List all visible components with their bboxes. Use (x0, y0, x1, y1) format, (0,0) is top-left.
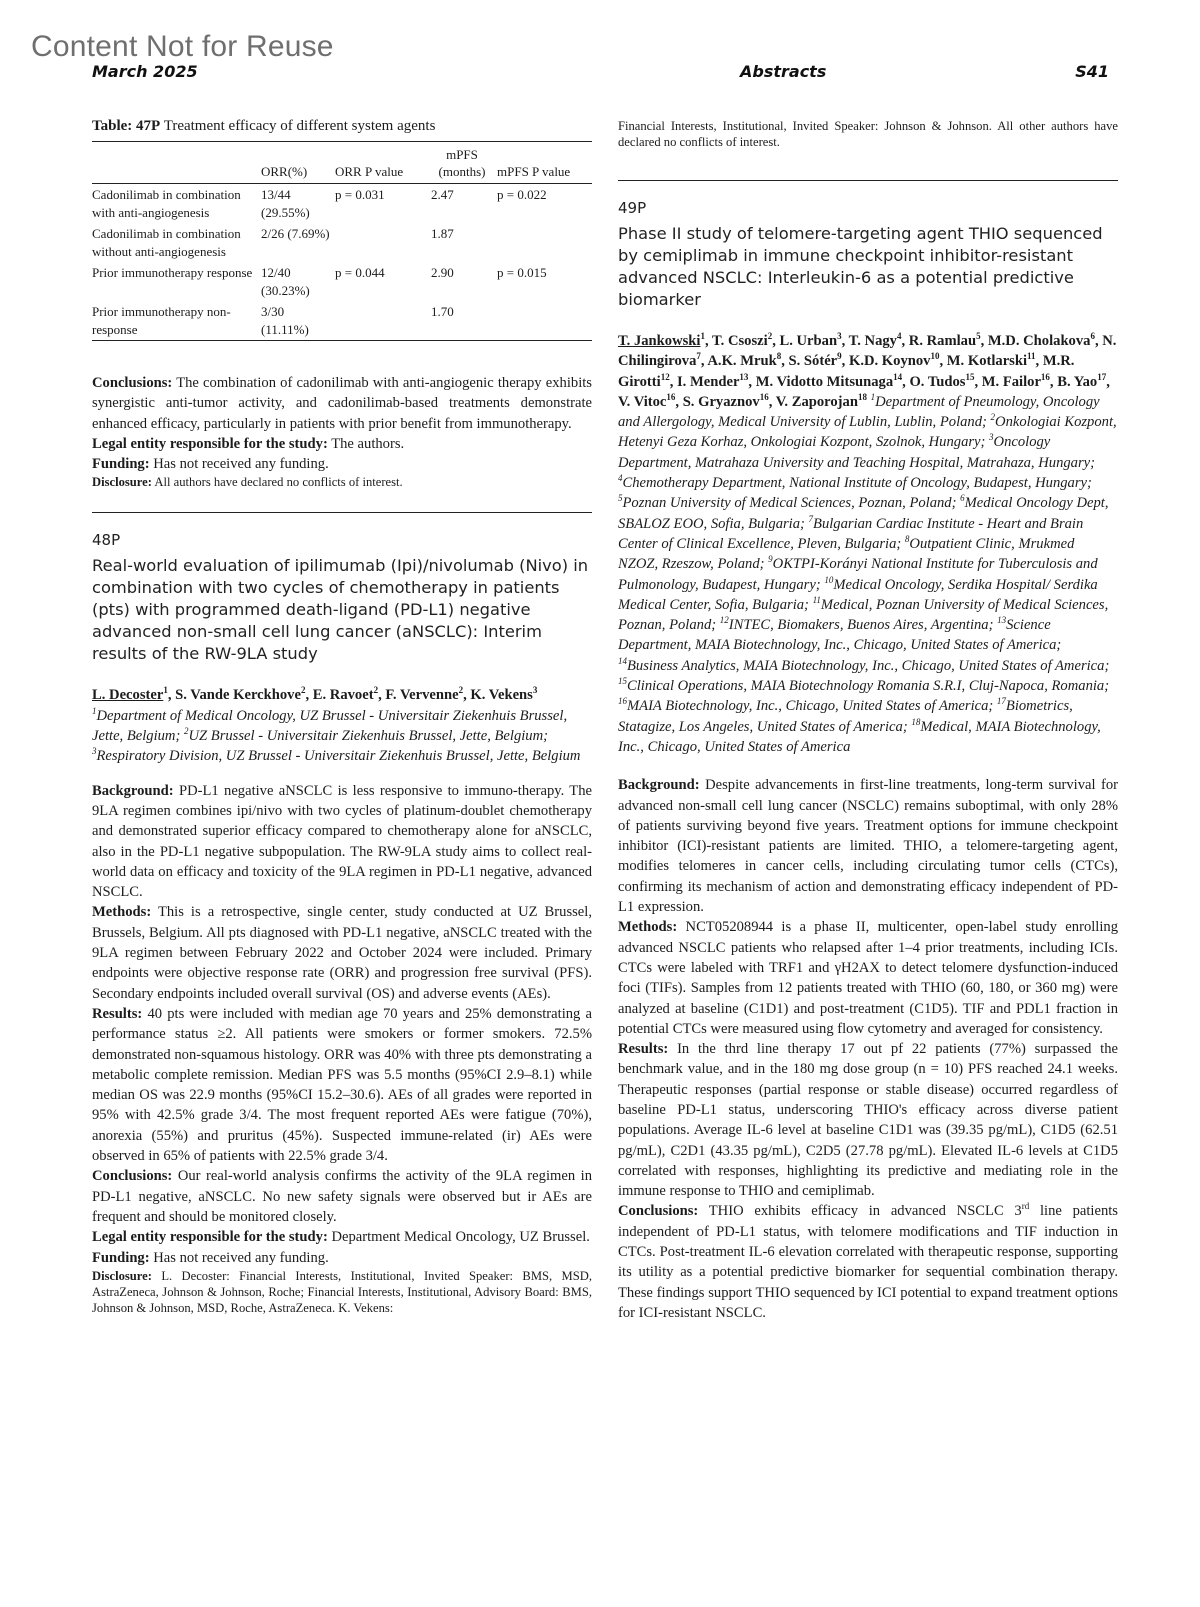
table-header-cell: ORR(%) (261, 142, 335, 184)
table-cell: 2.47 (431, 187, 454, 202)
table-cell (335, 223, 431, 262)
table-cell: Prior immunotherapy non-response (92, 304, 231, 337)
a49-methods: Methods: NCT05208944 is a phase II, multicenter, open-label study enrolling advanced NSCLC patients who relapsed after 1–4 prior treatments, including ICIs. CTCs were labeled with TRF1 and γH2AX to detect telomere dysfunction-induced foci (TIFs). Samples from 12 patients treated with THIO (60, 180, or 360 mg) were analyzed at baseline (C1D1) and post-treatment (C1D5). TIF and PDL1 fraction in potential CTCs were measured using flow cytometry and averaged for consistency. (618, 919, 1118, 1037)
table-cell: Cadonilimab in combination with anti-angiogenesis (92, 187, 241, 220)
table-cell: 2.90 (431, 265, 454, 280)
a49-results: Results: In the thrd line therapy 17 out pf 22 patients (77%) surpassed the benchmark value, and in the 180 mg dose group (n = 10) PFS reached 24.1 weeks. Therapeutic responses (partial response or stable disease) occurred regardless of baseline PD-L1 status, underscoring THIO's efficacy across diverse patient populations. Average IL-6 level at baseline C1D1 was (39.35 pg/mL), C1D5 (62.51 pg/mL), C2D1 (43.35 pg/mL), C2D5 (27.78 pg/mL). Elevated IL-6 levels at C1D5 correlated with responses, highlighting its predictive and mediating role in the immune response to THIO and cemiplimab. (618, 1041, 1118, 1200)
table-row (92, 262, 592, 301)
a47-legal-entity: Legal entity responsible for the study: The authors. (92, 435, 405, 452)
a48-results: Results: 40 pts were included with median age 70 years and 25% demonstrating a performance status ≥2. All patients were smokers or former smokers. 72.5% demonstrated non-squamous histology. ORR was 40% with three pts demonstrating a metabolic complete remission. Median PFS was 5.5 months (95%CI 2.9–8.1) while median OS was 22.9 months (95%CI 15.2–30.6). AEs of all grades were reported in 95% with 42.5% grade 3/4. The most frequent reported AEs were fatigue (70%), anorexia (55%) and pruritus (45%). Suspected immune-related (ir) AEs were observed in 65% of patients with 22.5% grade 3/4. (92, 1005, 592, 1165)
table-row (92, 184, 592, 224)
table-header-cell: ORR P value (335, 142, 431, 184)
abstract-id-48p: 48P (92, 531, 121, 550)
table-cell: p = 0.015 (497, 265, 547, 280)
table-cell: 1.70 (431, 304, 454, 319)
a47-conclusions: Conclusions: The combination of cadonilimab with anti-angiogenic therapy exhibits synergistic anti-tumor activity, and cadonilimab-based treatments demonstrate enhanced efficacy, particularly in patients with prior benefit from immunotherapy. (92, 375, 592, 432)
table-header-row (92, 142, 592, 184)
table-cell: 3/30 (11.11%) (261, 304, 309, 337)
table-cell: 12/40 (30.23%) (261, 265, 310, 298)
abstract-id-49p: 49P (618, 199, 647, 217)
authors-48p: L. Decoster$^1$, S. Vande Kerckhove$^2$, E. Ravoet$^2$, F. Vervenne$^2$, K. Vekens$^3$ $^1$Department of Medical Oncology, UZ Brussel - Universitair Ziekenhuis Brussel, Jette, Belgium; $^2$UZ Brussel - Universitair Ziekenhuis Brussel, Jette, Belgium; $^3$Respiratory Division, UZ Brussel - Universitair Ziekenhuis Brussel, Jette, Belgium (92, 685, 581, 765)
a47-funding: Funding: Has not received any funding. (92, 456, 329, 473)
table-cell: 1.87 (431, 226, 454, 241)
a49-conclusions: Conclusions: THIO exhibits efficacy in advanced NSCLC 3rd line patients independent of PD-L1 status, with telomere modifications and TIF induction in CTCs. Post-treatment IL-6 elevation correlated with therapeutic response, supporting its utility as a potential predictive biomarker for sequential combination therapy. These findings support THIO sequenced by ICI potential to expand treatment options for ICI-resistant NSCLC. (618, 1201, 1118, 1321)
section-divider (618, 180, 1118, 181)
table-caption: Table: 47P Treatment efficacy of different system agents (92, 118, 436, 134)
table-header-cell (92, 142, 261, 184)
left-column (92, 118, 592, 1316)
table-cell (497, 223, 592, 262)
a48-background: Background: PD-L1 negative aNSCLC is less responsive to immuno-therapy. The 9LA regimen combines ipi/nivo with two cycles of platinum-doublet chemotherapy and demonstrated superior efficacy compared to chemotherapy alone for aNSCLC, also in the PD-L1 negative subpopulation. The RW-9LA study aims to collect real-world data on efficacy and toxicity of the 9LA regimen in PD-L1 negative, advanced NSCLC. (92, 782, 592, 901)
table-cell: Prior immunotherapy response (92, 265, 253, 280)
table-cell (497, 301, 592, 341)
a48-conclusions: Conclusions: Our real-world analysis confirms the activity of the 9LA regimen in PD-L1 negative, aNSCLC. No new safety signals were observed but ir AEs are frequent and should be monitored closely. (92, 1168, 592, 1225)
table-row (92, 301, 592, 341)
a47-disclosure: Disclosure: All authors have declared no conflicts of interest. (92, 475, 403, 490)
table-header-cell: mPFS (months) (431, 142, 497, 184)
a48-legal-entity: Legal entity responsible for the study: Department Medical Oncology, UZ Brussel. (92, 1229, 590, 1246)
right-column (618, 118, 1118, 1323)
table-cell: 2/26 (7.69%) (261, 226, 330, 241)
header-date: March 2025 (92, 62, 198, 81)
a48-disclosure-continued: Financial Interests, Institutional, Invited Speaker: Johnson & Johnson. All other authors have declared no conflicts of interest. (618, 119, 1118, 149)
table-cell: p = 0.022 (497, 187, 547, 202)
table-cell: p = 0.044 (335, 265, 385, 280)
abstract-title-49p: Phase II study of telomere-targeting agent THIO sequenced by cemiplimab in immune checkpoint inhibitor-resistant advanced NSCLC: Interleukin-6 as a potential predictive biomarker (618, 224, 1103, 309)
a48-methods: Methods: This is a retrospective, single center, study conducted at UZ Brussel, Brussels, Belgium. All pts diagnosed with PD-L1 negative, aNSCLC treated with the 9LA regimen between February 2022 and October 2024 were included. Primary endpoints were objective response rate (ORR) and progression free survival (PFS). Secondary endpoints included overall survival (OS) and adverse events (AEs). (92, 904, 592, 1002)
a48-funding: Funding: Has not received any funding. (92, 1249, 329, 1266)
a48-disclosure: Disclosure: L. Decoster: Financial Interests, Institutional, Invited Speaker: BMS, MSD, AstraZeneca, Johnson & Johnson, Roche; Financial Interests, Institutional, Advisory Board: BMS, Johnson & Johnson, MSD, Roche, AstraZeneca. K. Vekens: (92, 1268, 592, 1315)
table-row (92, 223, 592, 262)
table-cell: Cadonilimab in combination without anti-angiogenesis (92, 226, 241, 259)
header-page-number: S41 (1075, 62, 1109, 81)
table-cell: p = 0.031 (335, 187, 385, 202)
table-cell: 13/44 (29.55%) (261, 187, 310, 220)
watermark: Content Not for Reuse (31, 30, 334, 63)
abstract-title-48p: Real-world evaluation of ipilimumab (Ipi)/nivolumab (Nivo) in combination with two cycles of chemotherapy in patients (pts) with programmed death-ligand (PD-L1) negative advanced non-small cell lung cancer (aNSCLC): Interim results of the RW-9LA study (92, 556, 589, 664)
table-cell (335, 301, 431, 341)
a49-background: Background: Despite advancements in first-line treatments, long-term survival for advanced non-small cell lung cancer (NSCLC) remains suboptimal, with only 28% of patients surviving beyond five years. Treatment options for immune checkpoint inhibitor (ICI)-resistant patients are limited. THIO, a telomere-targeting agent, modifies telomeres in cancer cells, including circulating tumor cells (CTCs), confirming its mechanism of action and demonstrating efficacy independent of PD-L1 expression. (618, 777, 1118, 916)
table-header-cell: mPFS P value (497, 142, 592, 184)
header-section: Abstracts (740, 62, 827, 81)
authors-49p: T. Jankowski$^1$, T. Csoszi$^2$, L. Urban$^3$, T. Nagy$^4$, R. Ramlau$^5$, M.D. Cholakova$^6$, N. Chilingirova$^7$, A.K. Mruk$^8$, S. Sótér$^9$, K.D. Koynov$^{10}$, M. Kotlarski$^{11}$, M.R. Girotti$^{12}$, I. Mender$^{13}$, M. Vidotto Mitsunaga$^{14}$, O. Tudos$^{15}$, M. Failor$^{16}$, B. Yao$^{17}$, V. Vitoc$^{16}$, S. Gryaznov$^{16}$, V. Zaporojan$^{18}$ $^1$Department of Pneumology, Oncology and Allergology, Medical University of Lublin, Lublin, Poland; $^2$Onkologiai Kozpont, Hetenyi Geza Korhaz, Onkologiai Kozpont, Szolnok, Hungary; $^3$Oncology Department, Matrahaza University and Teaching Hospital, Matrahaza, Hungary; $^4$Chemotherapy Department, National Institute of Oncology, Budapest, Hungary; $^5$Poznan University of Medical Sciences, Poznan, Poland; $^6$Medical Oncology Dept, SBALOZ EOO, Sofia, Bulgaria; $^7$Bulgarian Cardiac Institute - Heart and Brain Center of Clinical Excellence, Pleven, Bulgaria; $^8$Outpatient Clinic, Mrukmed NZOZ, Rzeszow, Poland; $^9$OKTPI-Korányi National Institute for Tuberculosis and Pulmonology, Budapest, Hungary; $^{10}$Medical Oncology, Serdika Hospital/ Serdika Medical Center, Sofia, Bulgaria; $^{11}$Medical, Poznan University of Medical Sciences, Poznan, Poland; $^{12}$INTEC, Biomakers, Buenos Aires, Argentina; $^{13}$Science Department, MAIA Biotechnology, Inc., Chicago, United States of America; $^{14}$Business Analytics, MAIA Biotechnology, Inc., Chicago, United States of America; $^{15}$Clinical Operations, MAIA Biotechnology Romania S.R.I, Cluj-Napoca, Romania; $^{16}$MAIA Biotechnology, Inc., Chicago, United States of America; $^{17}$Biometrics, Statagize, Los Angeles, United States of America; $^{18}$Medical, MAIA Biotechnology, Inc., Chicago, United States of America (618, 331, 1117, 755)
section-divider (92, 512, 592, 513)
efficacy-table (92, 141, 592, 341)
